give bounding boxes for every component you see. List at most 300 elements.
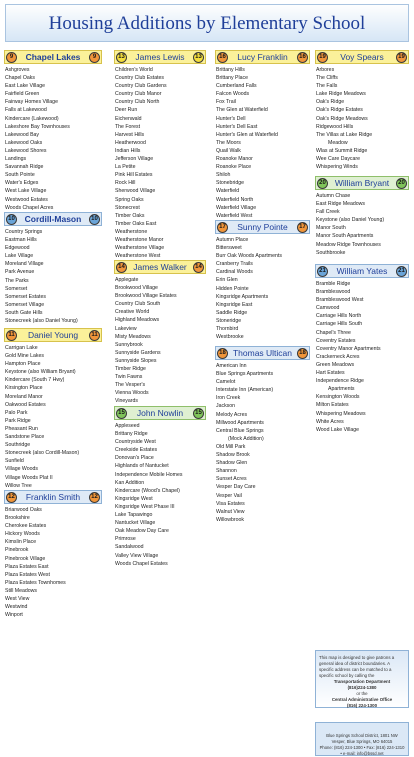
list-item: Central Blue Springs	[216, 427, 264, 434]
school-number-badge-right: 19	[396, 52, 407, 63]
list-item: Brittany Hills	[216, 67, 245, 73]
school-william-yates	[315, 264, 409, 434]
school-header	[114, 406, 206, 420]
notice-department: Transportation Department	[333, 679, 391, 684]
school-header	[315, 264, 409, 278]
school-chapel-lakes	[4, 50, 102, 212]
list-item: Kingsridge East	[216, 301, 253, 308]
school-number-badge-left: 19	[317, 52, 328, 63]
list-item: South Gate Hills	[5, 309, 43, 316]
list-item: Winport	[5, 612, 23, 619]
addition-list	[4, 344, 102, 490]
list-item: Carrigan Lake	[5, 345, 38, 351]
list-item: Camwood	[316, 305, 340, 312]
list-item: The Moors	[216, 139, 241, 146]
list-item: Kensington Woods	[316, 394, 360, 401]
list-item: White Acres	[316, 418, 344, 425]
list-item: Lakewood Bay	[5, 131, 40, 138]
school-sunny-pointe	[215, 220, 310, 341]
school-james-walker	[114, 260, 206, 406]
list-item: Independence Ridge	[316, 378, 364, 385]
list-item: The Cliffs	[316, 75, 338, 82]
list-item: Milton Estates	[316, 402, 349, 409]
list-item: Whispering Meadows	[316, 410, 366, 417]
list-item: Vesper Vail	[216, 492, 242, 499]
list-item: Village Woods Plat II	[5, 474, 53, 481]
school-number-badge-left: 20	[317, 178, 328, 189]
list-item: Hunter's Dell East	[216, 123, 258, 130]
list-item: Manor South Apartments	[316, 233, 374, 240]
list-item: Hidden Pointe	[216, 285, 249, 292]
list-item: Oak's Ridge	[316, 99, 345, 106]
school-john-nowlin	[114, 406, 206, 568]
list-item: Eastman Hills	[5, 237, 37, 244]
school-william-bryant	[315, 176, 409, 257]
list-item: Timber Oaks East	[115, 220, 157, 227]
addition-list	[315, 192, 409, 257]
list-item: Woods Chapel Estates	[115, 560, 168, 567]
school-number-badge-left: 11	[6, 330, 17, 341]
list-item: Country Club Gardens	[115, 83, 167, 90]
school-number-badge-right: 9	[89, 52, 100, 63]
school-number-badge-right: 13	[193, 52, 204, 63]
addition-list	[315, 66, 409, 171]
list-item: Stonebridge	[216, 180, 244, 187]
list-item: Oakwood Estates	[5, 401, 46, 408]
list-item: Vesper Day Care	[216, 484, 256, 491]
list-item: Erin Glen	[216, 277, 238, 284]
list-item: Sunset Acres	[216, 476, 247, 483]
list-item: Stonecrest	[115, 204, 140, 211]
school-name: John Nowlin	[136, 408, 184, 418]
addition-list	[315, 280, 409, 434]
list-item: Sandstone Place	[5, 434, 45, 441]
list-item: Westwind	[5, 604, 28, 611]
list-item: Carriage Hills North	[316, 313, 362, 320]
list-item: Vienna Woods	[115, 390, 149, 397]
list-item: Lakewood Shores	[5, 147, 47, 154]
list-item: Independence Mobile Homes	[115, 471, 183, 478]
list-item: Lakeview	[115, 325, 137, 332]
list-item: Hunter's Dell	[216, 115, 246, 122]
list-item: Whispering Winds	[316, 164, 358, 171]
school-name: Chapel Lakes	[25, 52, 81, 62]
list-item: Falls at Lakewood	[5, 107, 47, 114]
list-item: Weatherstone	[115, 228, 148, 235]
list-item: Hart Estates	[316, 370, 345, 377]
list-item: Moreland Manor	[5, 393, 43, 400]
school-header	[4, 490, 102, 504]
list-item: Cumberland Falls	[216, 83, 257, 90]
addition-list	[215, 362, 310, 524]
addition-list	[215, 66, 310, 220]
school-name: Cordill-Mason	[24, 214, 82, 224]
list-item: Cardinal Woods	[216, 269, 253, 276]
list-item: Millwood Apartments	[216, 419, 264, 426]
list-item: Interstate Inn (American)	[216, 387, 274, 394]
school-number-badge-right: 20	[396, 178, 407, 189]
list-item: Carriage Hills South	[316, 321, 363, 328]
list-item: Plaza Estates West	[5, 571, 50, 578]
list-item: Stonecreek (also Cordill-Mason)	[5, 450, 80, 457]
school-number-badge-left: 16	[217, 52, 228, 63]
list-item: Bittersweet	[216, 245, 242, 252]
list-item: Appleseed	[115, 423, 140, 429]
addition-list	[114, 66, 206, 260]
list-item: East Ridge Meadows	[316, 201, 366, 208]
list-item: Lakewood Oaks	[5, 139, 43, 146]
list-item: Gold Mine Lakes	[5, 353, 44, 360]
list-item: Stonecreek (also Daniel Young)	[5, 318, 78, 325]
footer-address: Blue Springs School District, 1801 NW Vesper, Blue Springs, MO 64015	[326, 733, 398, 744]
list-item: Falcon Woods	[216, 91, 250, 98]
list-item: Old Mill Park	[216, 443, 246, 450]
list-item: Kan Addition	[115, 479, 145, 486]
list-item: Waterfield North	[216, 196, 254, 203]
list-item: Pink Hill Estates	[115, 172, 153, 179]
list-item: Chapel's Three	[316, 329, 351, 336]
list-item: Twin Fawns	[115, 374, 143, 381]
list-item: Saddle Ridge	[216, 309, 248, 316]
list-item: Hunter's Glen at Waterfield	[216, 131, 278, 138]
school-name: Franklin Smith	[25, 492, 81, 502]
list-item: Oak's Ridge Meadows	[316, 115, 368, 122]
list-item: Cranberry Trails	[216, 261, 253, 268]
school-daniel-young	[4, 328, 102, 490]
list-item: Eichenwald	[115, 115, 142, 122]
list-item: Sunnybrook	[115, 341, 143, 348]
list-item: Cherokee Estates	[5, 523, 47, 530]
list-item: Briarwood Oaks	[5, 507, 42, 513]
list-item: Brittany Ridge	[115, 431, 148, 438]
school-number-badge-left: 15	[116, 408, 127, 419]
list-item: Primrose	[115, 536, 136, 543]
list-item: Timber Ridge	[115, 366, 146, 373]
list-item: Shannon	[216, 468, 237, 475]
list-item: Vineyards	[115, 398, 138, 405]
notice-box	[315, 650, 409, 708]
list-item: Deer Run	[115, 107, 138, 114]
school-number-badge-left: 14	[116, 262, 127, 273]
list-item: Harvest Hills	[115, 131, 145, 138]
footer-contact: Phone: (816) 224-1300 • Fax: (816) 224-1310 • e-mail: info@bssd.net	[319, 745, 405, 756]
list-item: East Lake Village	[5, 83, 45, 90]
list-item: Roanoke Place	[216, 164, 252, 171]
list-item: Brookwood Village Estates	[115, 293, 177, 300]
list-item: Indian Hills	[115, 147, 141, 154]
school-name: James Lewis	[135, 52, 185, 62]
list-item: Woods Chapel Acres	[5, 204, 54, 211]
list-item: Pinebrook Village	[5, 555, 46, 562]
list-item: Palo Park	[5, 409, 28, 416]
school-header	[114, 260, 206, 274]
list-item: Somerset Village	[5, 301, 45, 308]
list-item: The Villas at Lake Ridge	[316, 131, 373, 138]
list-item: Moreland Village	[5, 261, 44, 268]
list-item: Lakeshore Bay Townhouses	[5, 123, 70, 130]
list-item: Bramble Ridge	[316, 281, 351, 287]
list-item: Melody Acres	[216, 411, 248, 418]
list-item: Fairfield Green	[5, 91, 40, 98]
school-number-badge-right: 14	[193, 262, 204, 273]
list-item: Country Club Estates	[115, 75, 165, 82]
list-item: Somerset Estates	[5, 293, 46, 300]
list-item: Lake Village	[5, 253, 34, 260]
list-item: Weatherstone West	[115, 253, 161, 260]
list-item: Meadow	[328, 139, 348, 146]
list-item: Heatherwood	[115, 139, 146, 146]
list-item: Wlas at Summit Ridge	[316, 147, 368, 154]
list-item: Camelot	[216, 379, 236, 386]
list-item: Wee Care Daycare	[316, 156, 361, 163]
list-item: Willowbrook	[216, 516, 244, 523]
list-item: Kirsington Place	[5, 385, 43, 392]
addition-list	[114, 422, 206, 568]
list-item: Valley View Village	[115, 552, 159, 559]
school-number-badge-left: 10	[6, 214, 17, 225]
notice-office-phone: (816) 224-1300	[346, 703, 378, 708]
list-item: Blue Springs Apartments	[216, 371, 274, 378]
list-item: Kingsridge West Phase III	[115, 503, 175, 510]
list-item: Timber Oaks	[115, 212, 145, 219]
list-item: Sunfield	[5, 458, 24, 465]
title-banner	[5, 4, 409, 42]
list-item: Park Ridge	[5, 417, 31, 424]
school-name: James Walker	[133, 262, 187, 272]
list-item: Village Woods	[5, 466, 38, 473]
list-item: Pheasant Run	[5, 425, 38, 432]
list-item: Waterfield Village	[216, 204, 257, 211]
school-number-badge-right: 21	[396, 266, 407, 277]
list-item: Somerset	[5, 285, 28, 292]
list-item: Waterfield	[216, 188, 240, 195]
list-item: Walnut View	[216, 508, 245, 515]
list-item: Coventry Estates	[316, 337, 356, 344]
school-name: Voy Spears	[340, 52, 384, 62]
list-item: Sunnyside Gardens	[115, 349, 161, 356]
list-item: Spring Oaks	[115, 196, 144, 203]
list-item: Brittany Place	[216, 75, 249, 82]
list-item: Arbores	[316, 67, 335, 73]
school-number-badge-right: 16	[297, 52, 308, 63]
school-header	[114, 50, 206, 64]
list-item: Waterfield West	[216, 212, 253, 219]
school-number-badge-left: 13	[116, 52, 127, 63]
list-item: Shiloh	[216, 172, 231, 179]
list-item: Edgewood	[5, 245, 30, 252]
list-item: Misty Meadows	[115, 333, 151, 340]
list-item: Highlands of Nantucket	[115, 463, 169, 470]
list-item: Oak Meadow Day Care	[115, 528, 169, 535]
list-item: West Lake Village	[5, 188, 47, 195]
list-item: (Mock Addition)	[228, 435, 264, 442]
page-title: Housing Additions by Elementary School	[48, 13, 366, 34]
list-item: Creative World	[115, 309, 150, 316]
school-thomas-ultican	[215, 346, 310, 524]
notice-department-phone: (816)224-1380	[347, 685, 377, 690]
list-item: The Parks	[5, 277, 29, 284]
list-item: Sunnyside Slopes	[115, 357, 157, 364]
school-lucy-franklin	[215, 50, 310, 220]
list-item: Green Meadows	[316, 361, 355, 368]
list-item: Plaza Estates Townhomes	[5, 579, 66, 586]
list-item: Kingsridge Apartments	[216, 293, 269, 300]
list-item: Kindercare (Wood's Chapel)	[115, 487, 180, 494]
list-item: Nantucket Village	[115, 520, 156, 527]
school-voy-spears	[315, 50, 409, 171]
addition-list	[114, 276, 206, 406]
list-item: Kingsridge West	[115, 495, 153, 502]
list-item: Keystone (also William Bryant)	[5, 369, 76, 376]
list-item: Donovan's Place	[115, 455, 154, 462]
list-item: The Forest	[115, 123, 141, 130]
list-item: Brookshire	[5, 515, 30, 522]
list-item: Apartments	[328, 386, 355, 393]
list-item: Shadow Glen	[216, 460, 248, 467]
list-item: Rock Hill	[115, 180, 136, 187]
school-header	[4, 328, 102, 342]
list-item: Brambleswood	[316, 289, 351, 296]
list-item: Ridgewood Hills	[316, 123, 354, 130]
footer-box	[315, 722, 409, 756]
list-item: Crackerneck Acres	[316, 353, 360, 360]
school-number-badge-left: 18	[217, 348, 228, 359]
list-item: Water's Edges	[5, 180, 39, 187]
list-item: Brookwood Village	[115, 285, 158, 292]
notice-office: Central Administrative Office	[331, 697, 393, 702]
list-item: Manor South	[316, 225, 346, 232]
school-number-badge-right: 17	[297, 222, 308, 233]
list-item: The Glen at Waterfield	[216, 107, 268, 114]
list-item: Plaza Estates East	[5, 563, 49, 570]
list-item: Still Meadows	[5, 587, 38, 594]
list-item: Roanoke Manor	[216, 156, 253, 163]
list-item: Oak's Ridge Estates	[316, 107, 363, 114]
list-item: Creekside Estates	[115, 447, 158, 454]
list-item: Jefferson Village	[115, 156, 154, 163]
list-item: Country Springs	[5, 229, 43, 235]
list-item: Savannah Ridge	[5, 164, 44, 171]
list-item: Jackson	[216, 403, 236, 410]
list-item: Willow Tree	[5, 482, 32, 489]
school-name: Thomas Ultican	[232, 348, 293, 358]
list-item: Southbrooke	[316, 249, 346, 256]
school-header	[315, 50, 409, 64]
list-item: South Pointe	[5, 172, 35, 179]
school-number-badge-left: 9	[6, 52, 17, 63]
list-item: Ashgroves	[5, 67, 30, 73]
school-number-badge-left: 12	[6, 492, 17, 503]
list-item: Countryside West	[115, 439, 156, 446]
list-item: Weatherstone Manor	[115, 236, 164, 243]
list-item: Wood Lake Village	[316, 426, 360, 433]
school-number-badge-right: 12	[89, 492, 100, 503]
list-item: Lake Ridge Meadows	[316, 91, 366, 98]
list-item: Westwood Estates	[5, 196, 48, 203]
list-item: Autumn Place	[216, 237, 249, 243]
list-item: Stoneridge	[216, 317, 242, 324]
list-item: Brambleswood West	[316, 297, 364, 304]
list-item: Sandalwood	[115, 544, 144, 551]
list-item: Burr Oak Woods Apartments	[216, 253, 282, 260]
list-item: Hampton Place	[5, 361, 41, 368]
list-item: Applegate	[115, 277, 139, 283]
list-item: American Inn	[216, 363, 247, 369]
list-item: Westbrooke	[216, 334, 244, 341]
list-item: Lake Tapawingo	[115, 512, 153, 519]
list-item: Quail Walk	[216, 147, 241, 154]
list-item: Autumn Chase	[316, 193, 351, 199]
list-item: Weatherstone Village	[115, 245, 165, 252]
list-item: Southridge	[5, 442, 31, 449]
list-item: Visa Estates	[216, 500, 245, 507]
school-number-badge-right: 18	[297, 348, 308, 359]
school-cordill-mason	[4, 212, 102, 325]
list-item: Meadow Ridge Townhouses	[316, 241, 381, 248]
notice-or: or the	[356, 691, 368, 696]
school-number-badge-left: 17	[217, 222, 228, 233]
list-item: The Vesper's	[115, 382, 146, 389]
school-header	[215, 220, 310, 234]
school-name: Lucy Franklin	[237, 52, 288, 62]
school-name: Daniel Young	[27, 330, 79, 340]
school-number-badge-left: 21	[317, 266, 328, 277]
list-item: The Falls	[316, 83, 338, 90]
notice-text: This map is designed to give patrons a general idea of district boundaries. A specific address can be matched to a specific school by calling the	[319, 655, 395, 678]
school-name: William Yates	[336, 266, 388, 276]
addition-list	[4, 506, 102, 619]
school-header	[215, 50, 310, 64]
list-item: Shadow Brook	[216, 452, 250, 459]
list-item: Kimslin Place	[5, 539, 37, 546]
list-item: Country Club Manor	[115, 91, 162, 98]
addition-list	[4, 228, 102, 325]
school-header	[215, 346, 310, 360]
list-item: Country Club North	[115, 99, 160, 106]
list-item: Iron Creek	[216, 395, 241, 402]
school-header	[4, 212, 102, 226]
addition-list	[4, 66, 102, 212]
list-item: Country Club South	[115, 301, 161, 308]
addition-list	[215, 236, 310, 341]
list-item: Hickory Woods	[5, 531, 40, 538]
list-item: La Petite	[115, 164, 136, 171]
list-item: Coventry Manor Apartments	[316, 345, 381, 352]
list-item: Children's World	[115, 67, 153, 73]
list-item: Kindercare (South 7 Hwy)	[5, 377, 65, 384]
school-number-badge-right: 11	[89, 330, 100, 341]
list-item: West View	[5, 596, 30, 603]
list-item: Fox Trail	[216, 99, 236, 106]
list-item: Park Avenue	[5, 269, 35, 276]
school-name: Sunny Pointe	[237, 222, 288, 232]
list-item: Fairway Homes Village	[5, 99, 58, 106]
school-james-lewis	[114, 50, 206, 260]
school-header	[315, 176, 409, 190]
list-item: Thornbird	[216, 326, 239, 333]
school-franklin-smith	[4, 490, 102, 619]
school-number-badge-right: 10	[89, 214, 100, 225]
list-item: Sherwood Village	[115, 188, 156, 195]
list-item: Fall Creek	[316, 209, 340, 216]
list-item: Pinebrook	[5, 547, 29, 554]
school-number-badge-right: 15	[193, 408, 204, 419]
list-item: Keystone (also Daniel Young)	[316, 217, 385, 224]
school-name: William Bryant	[334, 178, 390, 188]
list-item: Chapel Oaks	[5, 75, 35, 82]
list-item: Highland Meadows	[115, 317, 160, 324]
list-item: Kindercare (Lakewood)	[5, 115, 59, 122]
